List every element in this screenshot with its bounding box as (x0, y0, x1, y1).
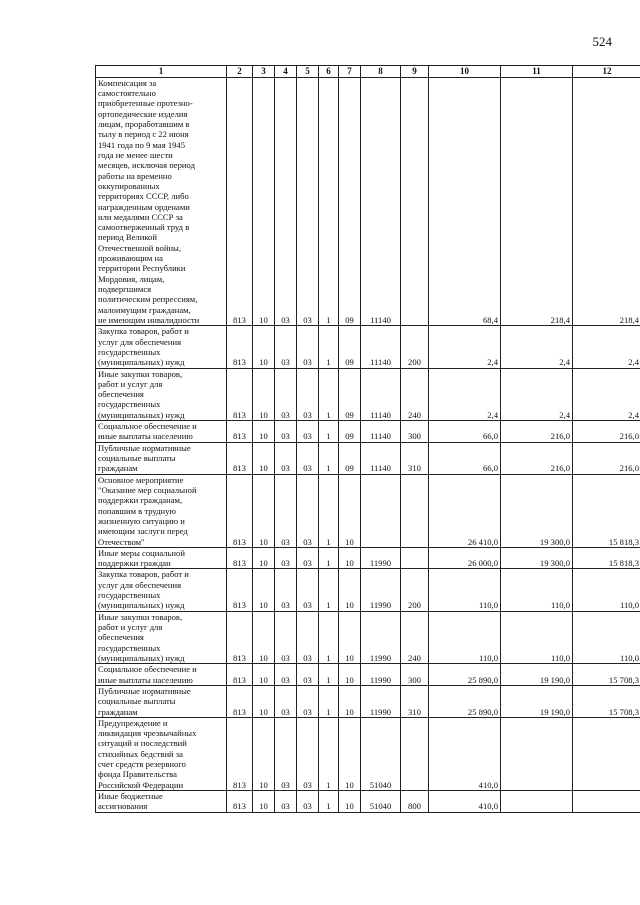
row-description: Закупка товаров, работ и услуг для обеспечения государственных (муниципальных) нужд (96, 326, 227, 368)
program-code: 03 (297, 685, 319, 717)
amount-year-1: 2,4 (429, 368, 501, 421)
section-code: 10 (253, 442, 275, 474)
event-code: 09 (339, 326, 361, 368)
column-header: 4 (275, 66, 297, 78)
column-header: 10 (429, 66, 501, 78)
row-description: Иные меры социальной поддержки граждан (96, 547, 227, 569)
subsection-code: 03 (275, 791, 297, 813)
section-code: 10 (253, 611, 275, 664)
table-row (96, 685, 640, 717)
target-code: 11140 (361, 442, 401, 474)
expense-type-code: 800 (401, 791, 429, 813)
target-code: 11990 (361, 547, 401, 569)
program-code: 03 (297, 611, 319, 664)
expense-type-code: 310 (401, 685, 429, 717)
table-row (96, 717, 640, 790)
section-code: 10 (253, 368, 275, 421)
subprogram-code: 1 (319, 685, 339, 717)
event-code: 10 (339, 685, 361, 717)
amount-year-3: 110,0 (573, 569, 640, 611)
subsection-code: 03 (275, 442, 297, 474)
program-code: 03 (297, 442, 319, 474)
amount-year-2: 2,4 (501, 368, 573, 421)
amount-year-1: 25 890,0 (429, 664, 501, 686)
section-code: 10 (253, 717, 275, 790)
amount-year-1: 410,0 (429, 717, 501, 790)
table-row (96, 442, 640, 474)
amount-year-3: 15 818,3 (573, 474, 640, 547)
subsection-code: 03 (275, 664, 297, 686)
target-code: 51040 (361, 791, 401, 813)
expense-type-code: 310 (401, 442, 429, 474)
amount-year-3: 15 708,3 (573, 664, 640, 686)
subprogram-code: 1 (319, 326, 339, 368)
subprogram-code: 1 (319, 791, 339, 813)
event-code: 10 (339, 547, 361, 569)
amount-year-1: 26 000,0 (429, 547, 501, 569)
event-code: 09 (339, 421, 361, 443)
budget-table (95, 65, 640, 813)
amount-year-2: 110,0 (501, 611, 573, 664)
admin-code: 813 (227, 547, 253, 569)
subsection-code: 03 (275, 611, 297, 664)
subsection-code: 03 (275, 368, 297, 421)
admin-code: 813 (227, 474, 253, 547)
event-code: 09 (339, 77, 361, 326)
event-code: 10 (339, 664, 361, 686)
admin-code: 813 (227, 664, 253, 686)
subprogram-code: 1 (319, 77, 339, 326)
program-code: 03 (297, 717, 319, 790)
subprogram-code: 1 (319, 547, 339, 569)
event-code: 10 (339, 717, 361, 790)
amount-year-3: 216,0 (573, 442, 640, 474)
row-description: Публичные нормативные социальные выплаты гражданам (96, 685, 227, 717)
table-row (96, 368, 640, 421)
row-description: Иные закупки товаров, работ и услуг для обеспечения государственных (муниципальных) нужд (96, 611, 227, 664)
event-code: 10 (339, 791, 361, 813)
amount-year-2: 2,4 (501, 326, 573, 368)
column-header: 12 (573, 66, 640, 78)
column-header: 6 (319, 66, 339, 78)
expense-type-code (401, 547, 429, 569)
table-row (96, 77, 640, 326)
expense-type-code: 300 (401, 664, 429, 686)
target-code: 11140 (361, 77, 401, 326)
subprogram-code: 1 (319, 611, 339, 664)
amount-year-3: 110,0 (573, 611, 640, 664)
row-description: Компенсация за самостоятельно приобретенные протезно- ортопедические изделия лицам, проработавшим в тылу в период с 22 июня 1941 года по 9 мая 1945 года не менее шести месяцев, исключая период работы на временно оккупированных территориях СССР, либо награжденным орденами или медалями СССР за самоотверженный труд в период Великой Отечественной войны, проживающим на территории Республики Мордовия, лицам, подвергшимся политическим репрессиям, малоимущим гражданам, не имеющим инвалидности (96, 77, 227, 326)
amount-year-3: 216,0 (573, 421, 640, 443)
admin-code: 813 (227, 77, 253, 326)
amount-year-3: 15 818,3 (573, 547, 640, 569)
program-code: 03 (297, 547, 319, 569)
expense-type-code: 200 (401, 569, 429, 611)
header-row (96, 66, 640, 78)
subsection-code: 03 (275, 717, 297, 790)
target-code: 11140 (361, 421, 401, 443)
event-code: 10 (339, 569, 361, 611)
table-row (96, 611, 640, 664)
amount-year-3: 2,4 (573, 368, 640, 421)
subprogram-code: 1 (319, 474, 339, 547)
program-code: 03 (297, 368, 319, 421)
target-code: 11990 (361, 611, 401, 664)
table-row (96, 326, 640, 368)
row-description: Публичные нормативные социальные выплаты гражданам (96, 442, 227, 474)
admin-code: 813 (227, 421, 253, 443)
column-header: 5 (297, 66, 319, 78)
amount-year-1: 2,4 (429, 326, 501, 368)
amount-year-1: 410,0 (429, 791, 501, 813)
subsection-code: 03 (275, 569, 297, 611)
admin-code: 813 (227, 368, 253, 421)
program-code: 03 (297, 664, 319, 686)
subsection-code: 03 (275, 547, 297, 569)
section-code: 10 (253, 77, 275, 326)
amount-year-3: 218,4 (573, 77, 640, 326)
target-code (361, 474, 401, 547)
expense-type-code: 300 (401, 421, 429, 443)
program-code: 03 (297, 569, 319, 611)
table-row (96, 421, 640, 443)
column-header: 9 (401, 66, 429, 78)
amount-year-3: 2,4 (573, 326, 640, 368)
amount-year-2: 19 190,0 (501, 664, 573, 686)
column-header: 7 (339, 66, 361, 78)
subprogram-code: 1 (319, 442, 339, 474)
expense-type-code: 240 (401, 368, 429, 421)
amount-year-1: 110,0 (429, 611, 501, 664)
target-code: 11140 (361, 368, 401, 421)
target-code: 11140 (361, 326, 401, 368)
column-header: 2 (227, 66, 253, 78)
amount-year-2: 218,4 (501, 77, 573, 326)
row-description: Предупреждение и ликвидация чрезвычайных ситуаций и последствий стихийных бедствий за счет средств резервного фонда Правительства Российской Федерации (96, 717, 227, 790)
event-code: 09 (339, 368, 361, 421)
admin-code: 813 (227, 791, 253, 813)
amount-year-1: 25 890,0 (429, 685, 501, 717)
amount-year-1: 66,0 (429, 442, 501, 474)
column-header: 8 (361, 66, 401, 78)
section-code: 10 (253, 421, 275, 443)
section-code: 10 (253, 791, 275, 813)
table-row (96, 547, 640, 569)
event-code: 10 (339, 474, 361, 547)
table-row (96, 791, 640, 813)
subsection-code: 03 (275, 685, 297, 717)
expense-type-code (401, 717, 429, 790)
amount-year-1: 66,0 (429, 421, 501, 443)
admin-code: 813 (227, 569, 253, 611)
program-code: 03 (297, 474, 319, 547)
program-code: 03 (297, 421, 319, 443)
target-code: 11990 (361, 569, 401, 611)
subsection-code: 03 (275, 326, 297, 368)
subprogram-code: 1 (319, 421, 339, 443)
amount-year-2: 19 300,0 (501, 547, 573, 569)
target-code: 51040 (361, 717, 401, 790)
expense-type-code (401, 77, 429, 326)
target-code: 11990 (361, 685, 401, 717)
expense-type-code (401, 474, 429, 547)
amount-year-2: 216,0 (501, 421, 573, 443)
table-row (96, 569, 640, 611)
expense-type-code: 240 (401, 611, 429, 664)
column-header: 1 (96, 66, 227, 78)
target-code: 11990 (361, 664, 401, 686)
expense-type-code: 200 (401, 326, 429, 368)
row-description: Иные бюджетные ассигнования (96, 791, 227, 813)
row-description: Социальное обеспечение и иные выплаты населению (96, 421, 227, 443)
amount-year-1: 26 410,0 (429, 474, 501, 547)
subprogram-code: 1 (319, 569, 339, 611)
admin-code: 813 (227, 717, 253, 790)
admin-code: 813 (227, 326, 253, 368)
amount-year-2 (501, 717, 573, 790)
admin-code: 813 (227, 685, 253, 717)
amount-year-2: 19 190,0 (501, 685, 573, 717)
event-code: 10 (339, 611, 361, 664)
section-code: 10 (253, 474, 275, 547)
row-description: Основное мероприятие "Оказание мер социальной поддержки гражданам, попавшим в трудную жизненную ситуацию и имеющим заслуги перед Отечеством" (96, 474, 227, 547)
admin-code: 813 (227, 611, 253, 664)
program-code: 03 (297, 77, 319, 326)
amount-year-2: 19 300,0 (501, 474, 573, 547)
row-description: Иные закупки товаров, работ и услуг для обеспечения государственных (муниципальных) нужд (96, 368, 227, 421)
subsection-code: 03 (275, 77, 297, 326)
section-code: 10 (253, 547, 275, 569)
section-code: 10 (253, 685, 275, 717)
column-header: 3 (253, 66, 275, 78)
subprogram-code: 1 (319, 717, 339, 790)
program-code: 03 (297, 791, 319, 813)
row-description: Закупка товаров, работ и услуг для обеспечения государственных (муниципальных) нужд (96, 569, 227, 611)
subsection-code: 03 (275, 421, 297, 443)
table-row (96, 664, 640, 686)
page-number: 524 (592, 34, 612, 49)
admin-code: 813 (227, 442, 253, 474)
table-row (96, 474, 640, 547)
amount-year-3 (573, 717, 640, 790)
amount-year-1: 68,4 (429, 77, 501, 326)
section-code: 10 (253, 664, 275, 686)
amount-year-3: 15 708,3 (573, 685, 640, 717)
event-code: 09 (339, 442, 361, 474)
subsection-code: 03 (275, 474, 297, 547)
section-code: 10 (253, 569, 275, 611)
amount-year-2: 110,0 (501, 569, 573, 611)
amount-year-2: 216,0 (501, 442, 573, 474)
subprogram-code: 1 (319, 664, 339, 686)
section-code: 10 (253, 326, 275, 368)
amount-year-3 (573, 791, 640, 813)
subprogram-code: 1 (319, 368, 339, 421)
amount-year-2 (501, 791, 573, 813)
program-code: 03 (297, 326, 319, 368)
column-header: 11 (501, 66, 573, 78)
amount-year-1: 110,0 (429, 569, 501, 611)
row-description: Социальное обеспечение и иные выплаты населению (96, 664, 227, 686)
